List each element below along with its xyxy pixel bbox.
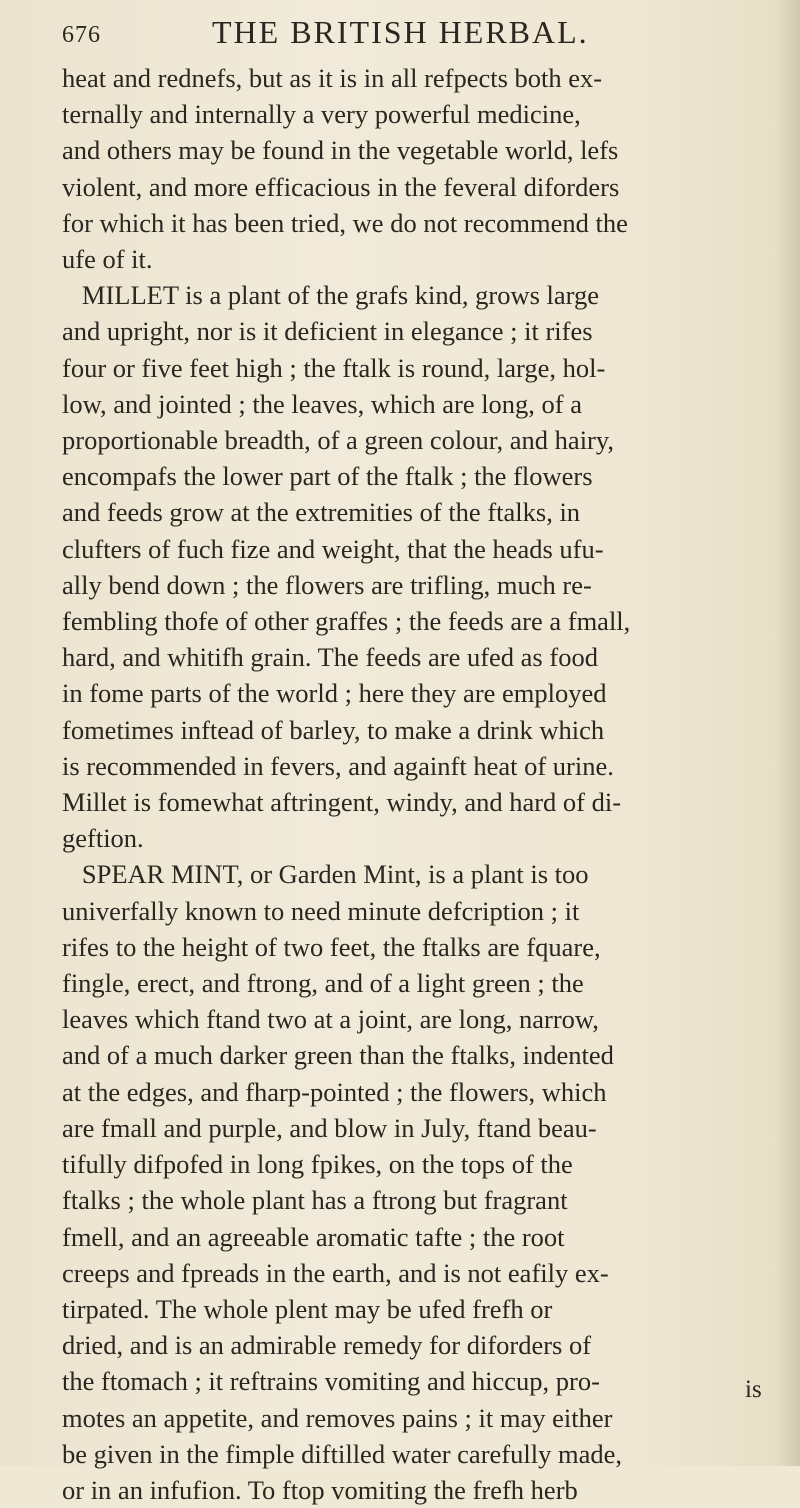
running-head xyxy=(62,14,762,58)
text-line: ufe of it. xyxy=(62,244,153,275)
text-line: encompafs the lower part of the ftalk ; the flowers xyxy=(62,461,593,492)
text-line: the ftomach ; it reftrains vomiting and hiccup, pro- xyxy=(62,1366,600,1397)
text-line: leaves which ftand two at a joint, are long, narrow, xyxy=(62,1004,599,1035)
text-line: and upright, nor is it deficient in elegance ; it rifes xyxy=(62,316,593,347)
text-line: are fmall and purple, and blow in July, ftand beau- xyxy=(62,1112,597,1143)
text-line: tifully difpofed in long fpikes, on the tops of the xyxy=(62,1149,573,1180)
text-line: four or five feet high ; the ftalk is round, large, hol- xyxy=(62,352,606,383)
text-line: and others may be found in the vegetable world, lefs xyxy=(62,135,619,166)
text-line: or in an infufion. To ftop vomiting the frefh herb xyxy=(62,1474,578,1505)
text-line: geftion. xyxy=(62,823,144,854)
text-line: creeps and fpreads in the earth, and is not eafily ex- xyxy=(62,1257,609,1288)
text-line: is recommended in fevers, and againft heat of urine. xyxy=(62,750,614,781)
text-line: fembling thofe of other graffes ; the feeds are a fmall, xyxy=(62,606,631,637)
body-text xyxy=(62,60,782,1508)
text-line: clufters of fuch fize and weight, that the heads ufu- xyxy=(62,533,604,564)
text-line: fingle, erect, and ftrong, and of a light green ; the xyxy=(62,968,584,999)
text-line: MILLET is a plant of the grafs kind, grows large xyxy=(62,280,600,311)
text-line: low, and jointed ; the leaves, which are long, of a xyxy=(62,388,583,419)
text-line: violent, and more efficacious in the feveral diforders xyxy=(62,171,620,202)
text-line: ftalks ; the whole plant has a ftrong but fragrant xyxy=(62,1185,568,1216)
text-line: tirpated. The whole plent may be ufed frefh or xyxy=(62,1293,553,1324)
text-line: fometimes inftead of barley, to make a drink which xyxy=(62,714,605,745)
text-line: and of a much darker green than the ftalks, indented xyxy=(62,1040,614,1071)
text-line: motes an appetite, and removes pains ; it may either xyxy=(62,1402,613,1433)
text-line: ternally and internally a very powerful medicine, xyxy=(62,99,581,130)
text-line: and feeds grow at the extremities of the ftalks, in xyxy=(62,497,581,528)
text-line: proportionable breadth, of a green colour, and hairy, xyxy=(62,425,615,456)
text-line: Millet is fomewhat aftringent, windy, and hard of di- xyxy=(62,787,622,818)
text-line: fmell, and an agreeable aromatic tafte ; the root xyxy=(62,1221,565,1252)
text-line: ally bend down ; the flowers are trifling, much re- xyxy=(62,569,592,600)
text-line: SPEAR MINT, or Garden Mint, is a plant is too xyxy=(62,859,589,890)
text-line: dried, and is an admirable remedy for diforders of xyxy=(62,1330,592,1361)
text-line: for which it has been tried, we do not recommend the xyxy=(62,207,628,238)
text-line: rifes to the height of two feet, the ftalks are fquare, xyxy=(62,931,601,962)
running-title: THE BRITISH HERBAL. xyxy=(212,14,589,50)
text-line: hard, and whitifh grain. The feeds are ufed as food xyxy=(62,642,598,673)
catchword: is xyxy=(745,1376,762,1403)
text-line: at the edges, and fharp-pointed ; the flowers, which xyxy=(62,1076,607,1107)
page-number: 676 xyxy=(62,22,101,48)
text-line: in fome parts of the world ; here they are employed xyxy=(62,678,607,709)
text-line: be given in the fimple diftilled water carefully made, xyxy=(62,1438,622,1469)
text-line: univerfally known to need minute defcription ; it xyxy=(62,895,580,926)
text-line: heat and rednefs, but as it is in all refpects both ex- xyxy=(62,63,603,93)
